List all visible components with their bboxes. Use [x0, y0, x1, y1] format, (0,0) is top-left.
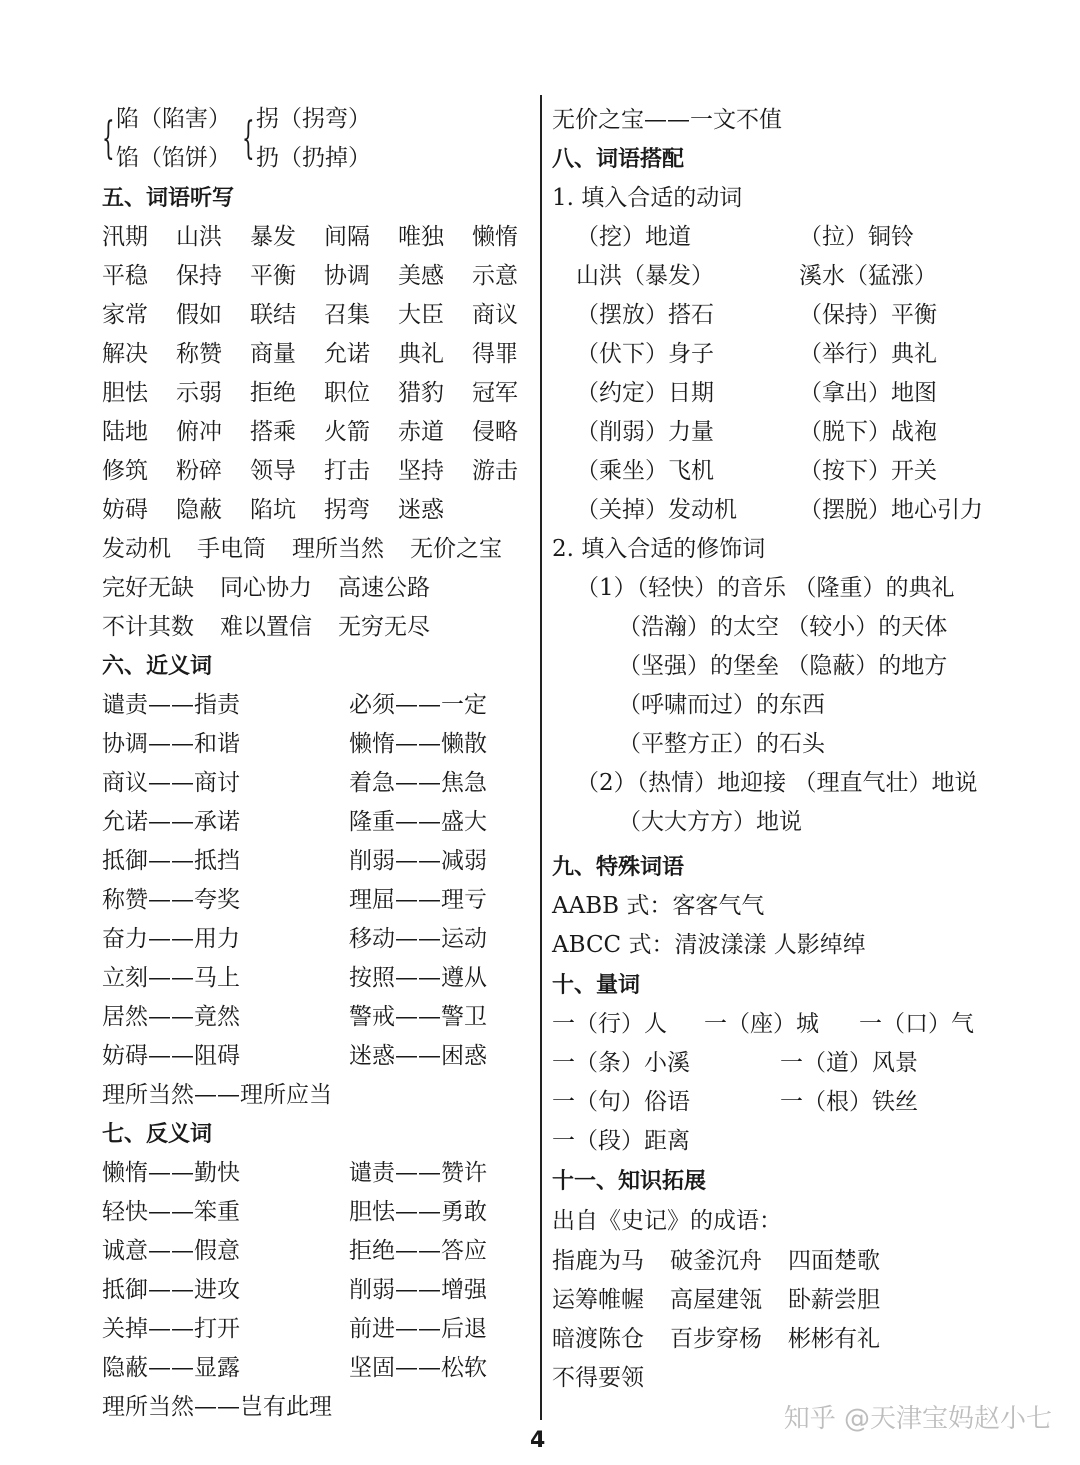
synonym-row: 居然——竟然 警戒——警卫: [102, 1004, 487, 1030]
char-row: 陷（陷害）: [116, 106, 231, 132]
verb-row: （伏下）身子 （举行）典礼: [576, 341, 937, 367]
modifier-line: （大大方方）地说: [618, 809, 802, 835]
antonym-row: 诚意——假意 拒绝——答应: [102, 1238, 487, 1264]
modifier-line: （1）（轻快）的音乐 （隆重）的典礼: [576, 575, 955, 601]
char-group-1: { 陷（陷害） 馅（馅饼）: [102, 100, 231, 178]
synonym-row: 称赞——夸奖 理屈——理亏: [102, 887, 487, 913]
dictation-row: 家常 假如 联结 召集 大臣 商议: [102, 302, 518, 328]
special-word-line: AABB 式：客客气气: [552, 893, 765, 919]
phrase-row: 完好无缺 同心协力 高速公路: [102, 575, 430, 601]
section-title-5: 五、词语听写: [102, 186, 235, 211]
idiom-row: 不得要领: [552, 1365, 644, 1391]
dictation-row: 汛期 山洪 暴发 间隔 唯独 懒惰: [102, 224, 518, 250]
section-title-7: 七、反义词: [102, 1122, 213, 1147]
measure-word-row: 一（条）小溪 一（道）风景: [552, 1050, 918, 1076]
verb-row: （摆放）搭石 （保持）平衡: [576, 302, 937, 328]
verb-row: （约定）日期 （拿出）地图: [576, 380, 937, 406]
dictation-row: 修筑 粉碎 领导 打击 坚持 游击: [102, 458, 518, 484]
char-row: 拐（拐弯）: [256, 106, 371, 132]
measure-word-row: 一（句）俗语 一（根）铁丝: [552, 1089, 918, 1115]
page-number: 4: [530, 1428, 546, 1453]
extension-intro: 出自《史记》的成语：: [552, 1208, 782, 1234]
phrase-row: 不计其数 难以置信 无穷无尽: [102, 614, 430, 640]
verb-row: 山洪（暴发） 溪水（猛涨）: [576, 263, 937, 289]
verb-row: （乘坐）飞机 （按下）开关: [576, 458, 937, 484]
idiom-row: 暗渡陈仓 百步穿杨 彬彬有礼: [552, 1326, 880, 1352]
section-title-8: 八、词语搭配: [552, 147, 685, 172]
antonym-row: 关掉——打开 前进——后退: [102, 1316, 487, 1342]
measure-word-row: 一（行）人 一（座）城 一（口）气: [552, 1011, 974, 1037]
antonym-extra: 理所当然——岂有此理: [102, 1394, 332, 1420]
synonym-row: 允诺——承诺 隆重——盛大: [102, 809, 487, 835]
measure-word-row: 一（段）距离: [552, 1128, 690, 1154]
modifier-line: （2）（热情）地迎接 （理直气壮）地说: [576, 770, 978, 796]
antonym-row: 轻快——笨重 胆怯——勇敢: [102, 1199, 487, 1225]
synonym-row: 协调——和谐 懒惰——懒散: [102, 731, 487, 757]
idiom-row: 运筹帷幄 高屋建瓴 卧薪尝胆: [552, 1287, 880, 1313]
phrase-row: 发动机 手电筒 理所当然 无价之宝: [102, 536, 502, 562]
verb-row: （挖）地道 （拉）铜铃: [576, 224, 914, 250]
char-row: 馅（馅饼）: [116, 145, 231, 171]
synonym-row: 奋力——用力 移动——运动: [102, 926, 487, 952]
dictation-row: 平稳 保持 平衡 协调 美感 示意: [102, 263, 518, 289]
dictation-row: 解决 称赞 商量 允诺 典礼 得罪: [102, 341, 518, 367]
verb-row: （削弱）力量 （脱下）战袍: [576, 419, 937, 445]
idiom-row: 指鹿为马 破釜沉舟 四面楚歌: [552, 1248, 880, 1274]
antonym-row: 懒惰——勤快 谴责——赞许: [102, 1160, 487, 1186]
verb-row: （关掉）发动机 （摆脱）地心引力: [576, 497, 983, 523]
modifier-line: （平整方正）的石头: [618, 731, 825, 757]
modifier-line: （浩瀚）的太空 （较小）的天体: [618, 614, 948, 640]
modifier-line: （呼啸而过）的东西: [618, 692, 825, 718]
antonym-row: 隐蔽——显露 坚固——松软: [102, 1355, 487, 1381]
synonym-row: 立刻——马上 按照——遵从: [102, 965, 487, 991]
modifier-line: （坚强）的堡垒 （隐蔽）的地方: [618, 653, 948, 679]
dictation-row: 妨碍 隐蔽 陷坑 拐弯 迷惑: [102, 497, 444, 523]
synonym-extra: 理所当然——理所应当: [102, 1082, 332, 1108]
char-row: 扔（扔掉）: [256, 145, 371, 171]
char-group-2: { 拐（拐弯） 扔（扔掉）: [242, 100, 371, 178]
section-title-10: 十、量词: [552, 973, 641, 998]
antonym-row: 抵御——进攻 削弱——增强: [102, 1277, 487, 1303]
dictation-row: 胆怯 示弱 拒绝 职位 猎豹 冠军: [102, 380, 518, 406]
synonym-row: 商议——商讨 着急——焦急: [102, 770, 487, 796]
special-word-line: ABCC 式：清波漾漾 人影绰绰: [552, 932, 866, 958]
synonym-row: 抵御——抵挡 削弱——减弱: [102, 848, 487, 874]
antonym-continued: 无价之宝——一文不值: [552, 107, 782, 133]
synonym-row: 谴责——指责 必须——一定: [102, 692, 487, 718]
watermark: 知乎 @天津宝妈赵小七: [783, 1404, 1052, 1434]
section-title-9: 九、特殊词语: [552, 855, 685, 880]
section-title-6: 六、近义词: [102, 654, 213, 679]
dictation-row: 陆地 俯冲 搭乘 火箭 赤道 侵略: [102, 419, 518, 445]
subsection-title: 1. 填入合适的动词: [552, 185, 743, 211]
section-title-11: 十一、知识拓展: [552, 1169, 707, 1194]
subsection-title: 2. 填入合适的修饰词: [552, 536, 766, 562]
synonym-row: 妨碍——阻碍 迷惑——困惑: [102, 1043, 487, 1069]
